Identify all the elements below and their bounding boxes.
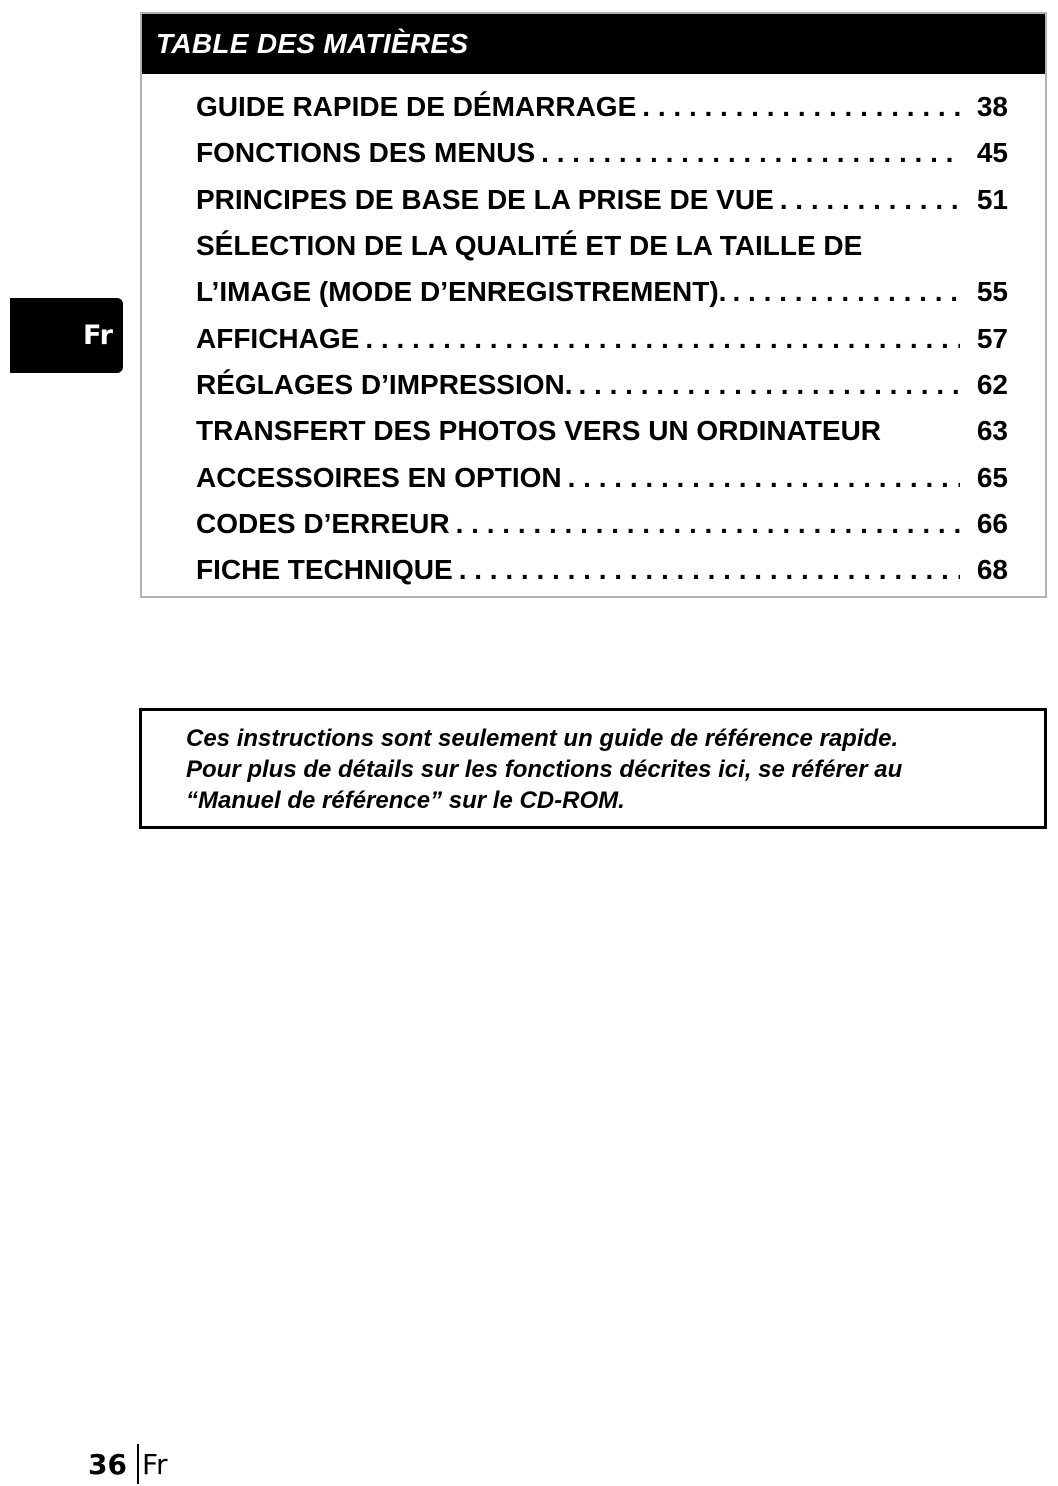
toc-dot-leader xyxy=(450,508,960,540)
toc-dot-leader xyxy=(359,323,960,355)
toc-entry-title: L’IMAGE (MODE D’ENREGISTREMENT). xyxy=(196,276,727,308)
toc-entry[interactable] xyxy=(196,177,1008,223)
language-tab xyxy=(10,298,123,373)
footer-divider xyxy=(137,1444,139,1484)
toc-entry-title: TRANSFERT DES PHOTOS VERS UN ORDINATEUR xyxy=(196,415,882,447)
toc-entry[interactable] xyxy=(196,315,1008,361)
toc-dot-leader xyxy=(636,91,960,123)
toc-entry-title: PRINCIPES DE BASE DE LA PRISE DE VUE xyxy=(196,183,774,215)
toc-entry[interactable] xyxy=(196,547,1008,593)
page-footer xyxy=(88,1442,168,1486)
toc-entry-page: 45 xyxy=(976,137,1008,169)
toc-entry-page: 51 xyxy=(976,183,1008,215)
toc-dot-leader xyxy=(562,462,960,494)
toc-entry-title: AFFICHAGE xyxy=(196,322,360,354)
toc-entry-title: CODES D’ERREUR xyxy=(196,507,450,539)
table-of-contents xyxy=(140,12,1047,598)
note-line: Ces instructions sont seulement un guide de référence rapide. xyxy=(186,725,899,752)
toc-entry-page: 55 xyxy=(976,276,1008,308)
toc-entry[interactable] xyxy=(196,501,1008,547)
toc-entry-title: SÉLECTION DE LA QUALITÉ ET DE LA TAILLE DE xyxy=(196,230,863,262)
toc-entry[interactable] xyxy=(196,408,1008,454)
language-tab-label: Fr xyxy=(82,320,113,351)
toc-entry-page: 66 xyxy=(976,507,1008,539)
note-line: “Manuel de référence” sur le CD-ROM. xyxy=(186,787,625,814)
toc-entry[interactable] xyxy=(196,130,1008,176)
toc-entry-title: FICHE TECHNIQUE xyxy=(196,554,453,586)
toc-entry-page: 68 xyxy=(976,554,1008,586)
toc-entry-title: ACCESSOIRES EN OPTION xyxy=(196,461,562,493)
toc-entry-page: 62 xyxy=(976,368,1008,400)
toc-entry-page: 63 xyxy=(976,415,1008,447)
toc-dot-leader xyxy=(453,554,960,586)
toc-dot-leader xyxy=(774,184,960,216)
toc-entry[interactable] xyxy=(196,454,1008,500)
toc-title: TABLE DES MATIÈRES xyxy=(156,28,469,59)
toc-entry-title: FONCTIONS DES MENUS xyxy=(196,137,536,169)
toc-dot-leader xyxy=(726,276,960,308)
toc-entry-page: 65 xyxy=(976,461,1008,493)
toc-entry[interactable] xyxy=(196,269,1008,315)
note-line: Pour plus de détails sur les fonctions décrites ici, se référer au xyxy=(186,756,903,783)
toc-entry[interactable] xyxy=(196,223,1008,269)
toc-dot-leader xyxy=(573,369,961,401)
footer-language: Fr xyxy=(141,1447,168,1481)
toc-list xyxy=(196,84,1008,593)
toc-entry[interactable] xyxy=(196,84,1008,130)
toc-entry-page: 38 xyxy=(976,91,1008,123)
toc-dot-leader xyxy=(535,137,960,169)
toc-entry-title: GUIDE RAPIDE DE DÉMARRAGE xyxy=(196,91,637,123)
page-number: 36 xyxy=(88,1447,127,1481)
toc-entry[interactable] xyxy=(196,362,1008,408)
toc-entry-page: 57 xyxy=(976,322,1008,354)
toc-entry-title: RÉGLAGES D’IMPRESSION. xyxy=(196,368,573,400)
reference-note xyxy=(139,708,1047,829)
toc-header xyxy=(142,14,1045,74)
